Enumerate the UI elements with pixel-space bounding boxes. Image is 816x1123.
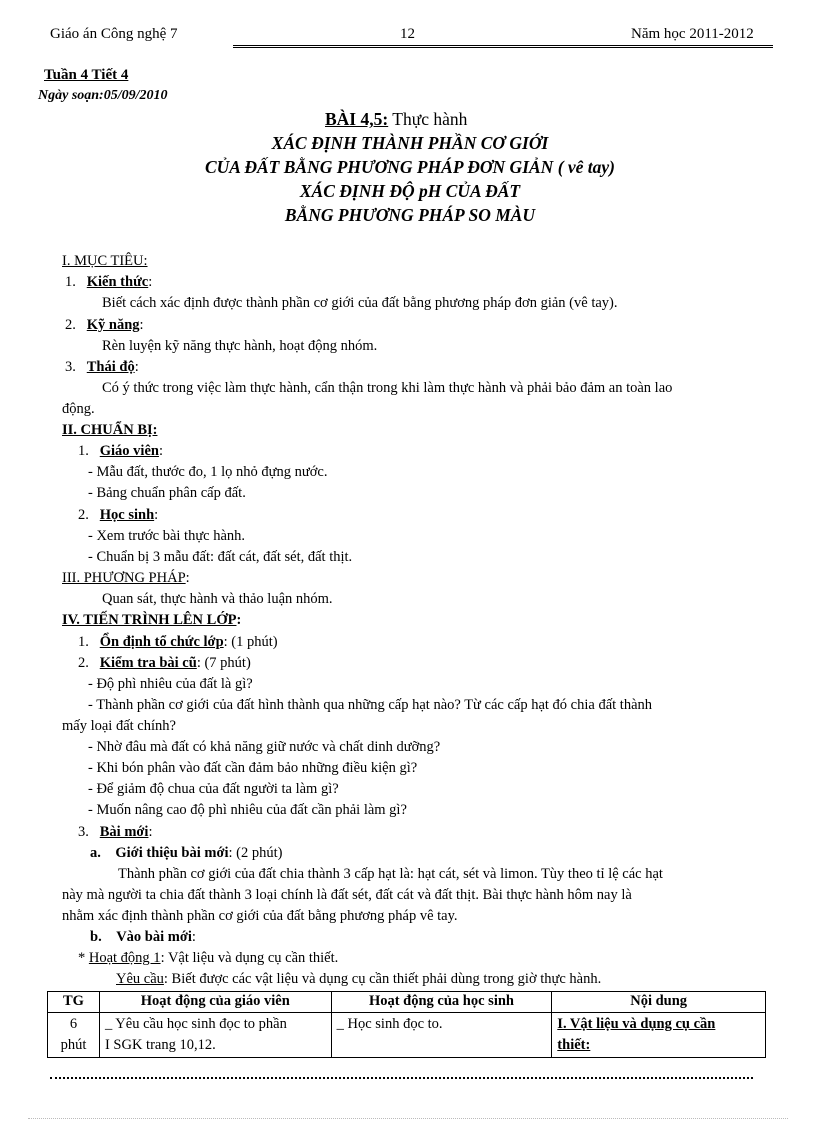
page-number: 12: [400, 26, 415, 42]
activity-1: [78, 950, 338, 967]
lesson-letter: b.: [90, 929, 102, 945]
section-method-heading: III. PHƯƠNG PHÁP:: [62, 570, 190, 586]
attitude-heading: Thái độ: [86, 359, 135, 375]
attitude-text-1: Có ý thức trong việc làm thực hành, cẩn thận trong khi làm thực hành và phải bảo đảm an toàn lao: [102, 380, 673, 396]
cell-student: [331, 1013, 552, 1058]
lesson-subtitle-2: CỦA ĐẤT BẰNG PHƯƠNG PHÁP ĐƠN GIẢN ( vê tay): [204, 157, 616, 177]
col-header-student: Hoạt động của học sinh: [331, 992, 552, 1013]
review-heading: Kiểm tra bài cũ: [99, 655, 197, 671]
requirement: [116, 971, 601, 988]
intro-text-1: Thành phần cơ giới của đất chia thành 3 cấp hạt là: hạt cát, sét và limon. Tùy theo tỉ lệ các hạt: [118, 866, 663, 882]
method-text: Quan sát, thực hành và thảo luận nhóm.: [102, 591, 333, 607]
activity-bullet: *: [78, 950, 89, 966]
step-review: 2. Kiểm tra bài cũ: (7 phút): [78, 655, 251, 671]
review-question-3: - Nhờ đâu mà đất có khả năng giữ nước và chất dinh dưỡng?: [88, 739, 441, 755]
prep-student-item-1: - Xem trước bài thực hành.: [88, 528, 246, 544]
stabilize-time: : (1 phút): [223, 634, 278, 650]
section-preparation-heading: II. CHUẨN BỊ:: [62, 422, 158, 438]
cell-teacher: [99, 1013, 331, 1058]
skills-text: Rèn luyện kỹ năng thực hành, hoạt động nhóm.: [102, 338, 378, 354]
objective-skills: 2. Kỹ năng:: [65, 317, 144, 333]
section-objectives-heading: I. MỤC TIÊU:: [62, 253, 148, 269]
intro-letter: a.: [90, 845, 101, 861]
new-lesson-heading: Bài mới: [99, 824, 149, 840]
teacher-activity-2: I SGK trang 10,12.: [104, 1037, 216, 1053]
header-rule: [233, 45, 773, 48]
week-label: Tuần 4 Tiết 4: [44, 67, 129, 83]
section-procedure-heading: IV. TIẾN TRÌNH LÊN LỚP:: [62, 612, 242, 628]
intro-text-2: này mà người ta chia đất thành 3 loại chính là đất sét, đất cát và đất thịt. Bài thực hành hôm nay là: [62, 887, 632, 903]
col-header-teacher: Hoạt động của giáo viên: [99, 992, 331, 1013]
review-question-1: - Độ phì nhiêu của đất là gì?: [88, 676, 253, 692]
intro-time: : (2 phút): [228, 845, 283, 861]
activity-table: [47, 991, 766, 1058]
cell-time: [48, 1013, 100, 1058]
time-value: 6: [69, 1016, 78, 1032]
page-bottom-rule: [28, 1118, 788, 1119]
content-colon: :: [585, 1037, 591, 1053]
review-question-6: - Muốn nâng cao độ phì nhiêu của đất cần phải làm gì?: [88, 802, 407, 818]
lesson-body-title: Vào bài mới: [116, 929, 192, 945]
stabilize-heading: Ổn định tổ chức lớp: [99, 634, 224, 650]
review-question-5: - Để giảm độ chua của đất người ta làm gì?: [88, 781, 339, 797]
knowledge-text: Biết cách xác định được thành phần cơ giới của đất bằng phương pháp đơn giản (vê tay).: [102, 295, 618, 311]
lesson-prefix: BÀI 4,5:: [325, 109, 389, 129]
review-question-4: - Khi bón phân vào đất cần đảm bảo những điều kiện gì?: [88, 760, 418, 776]
prep-teacher-item-1: - Mẫu đất, thước đo, 1 lọ nhỏ đựng nước.: [88, 464, 328, 480]
table-row: [48, 1013, 766, 1058]
lesson-subtitle-4: BẰNG PHƯƠNG PHÁP SO MÀU: [284, 205, 536, 225]
cell-content: [552, 1013, 766, 1058]
review-question-2b: mấy loại đất chính?: [62, 718, 176, 734]
procedure-heading-text: IV. TIẾN TRÌNH LÊN LỚP: [62, 612, 237, 628]
footer-dotted-rule: [50, 1077, 753, 1079]
students-heading: Học sinh: [99, 507, 155, 523]
review-time: : (7 phút): [196, 655, 251, 671]
step-stabilize: 1. Ổn định tổ chức lớp: (1 phút): [78, 634, 278, 650]
requirement-text: : Biết được các vật liệu và dụng cụ cần thiết phải dùng trong giờ thực hành.: [163, 971, 602, 987]
content-heading-2: thiết: [557, 1037, 586, 1053]
knowledge-heading: Kiến thức: [86, 274, 149, 290]
table-header-row: [48, 992, 766, 1013]
lesson-subtitle-1: XÁC ĐỊNH THÀNH PHẦN CƠ GIỚI: [271, 133, 549, 153]
prep-student-item-2: - Chuẩn bị 3 mẫu đất: đất cát, đất sét, đất thịt.: [88, 549, 353, 565]
intro-title: Giới thiệu bài mới: [115, 845, 229, 861]
activity-text: : Vật liệu và dụng cụ cần thiết.: [160, 950, 339, 966]
date-label: Ngày soạn:05/09/2010: [38, 88, 168, 103]
skills-heading: Kỹ năng: [86, 317, 140, 333]
method-heading-text: III. PHƯƠNG PHÁP: [62, 570, 186, 586]
col-header-content: Nội dung: [552, 992, 766, 1013]
requirement-label: Yêu cầu: [116, 971, 164, 987]
content-heading-1: I. Vật liệu và dụng cụ cần: [557, 1016, 716, 1032]
objective-attitude: 3. Thái độ:: [65, 359, 139, 375]
review-question-2a: - Thành phần cơ giới của đất hình thành qua những cấp hạt nào? Từ các cấp hạt đó chia đất thành: [88, 697, 653, 713]
teacher-heading: Giáo viên: [99, 443, 159, 459]
lesson-kind: Thực hành: [392, 109, 468, 129]
objective-knowledge: 1. Kiến thức:: [65, 274, 153, 290]
step-new-lesson: 3. Bài mới:: [78, 824, 153, 840]
prep-teacher-item-2: - Bảng chuẩn phân cấp đất.: [88, 485, 246, 501]
activity-label: Hoạt động 1: [88, 950, 161, 966]
intro-text-3: nhằm xác định thành phần cơ giới của đất bằng phương pháp vê tay.: [62, 908, 458, 924]
intro-heading: [90, 845, 282, 862]
time-unit: phút: [60, 1037, 87, 1053]
teacher-activity-1: _ Yêu cầu học sinh đọc to phần: [104, 1016, 287, 1032]
col-header-time: TG: [48, 992, 100, 1013]
prep-students: 2. Học sinh:: [78, 507, 159, 523]
header-left: Giáo án Công nghệ 7: [50, 26, 178, 42]
prep-teacher: 1. Giáo viên:: [78, 443, 163, 459]
attitude-text-2: động.: [62, 401, 95, 417]
header-right: Năm học 2011-2012: [631, 26, 754, 42]
student-activity: _ Học sinh đọc to.: [336, 1016, 443, 1032]
lesson-title: [325, 109, 467, 130]
lesson-subtitle-3: XÁC ĐỊNH ĐỘ pH CỦA ĐẤT: [299, 181, 521, 201]
lesson-heading: b. Vào bài mới:: [90, 929, 196, 945]
